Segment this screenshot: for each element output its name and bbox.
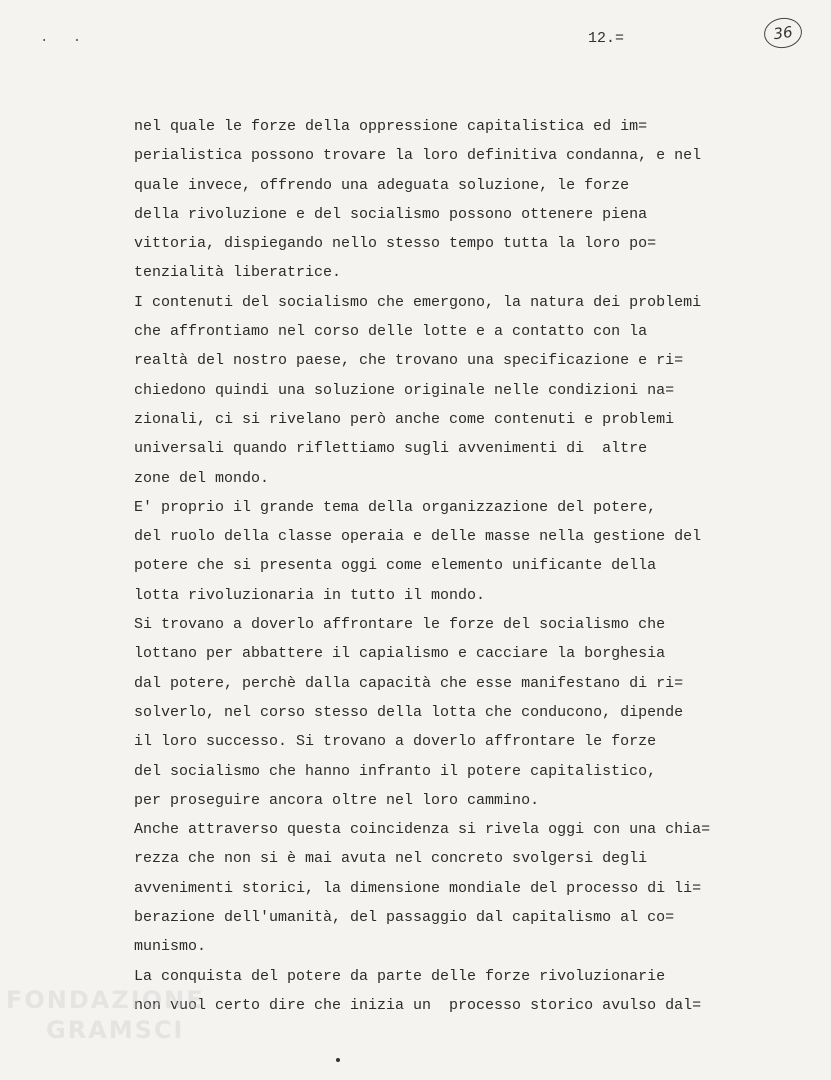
text-line: lotta rivoluzionaria in tutto il mondo. [134,586,486,604]
text-line: solverlo, nel corso stesso della lotta che conducono, dipende [134,703,684,721]
watermark-line: GRAMSCI [46,1016,185,1044]
text-line: perialistica possono trovare la loro definitiva condanna, e nel [134,147,702,165]
text-line: non vuol certo dire che inizia un processo storico avulso dal= [134,996,702,1014]
text-line: E' proprio il grande tema della organizzazione del potere, [134,498,657,516]
text-line: Anche attraverso questa coincidenza si rivela oggi con una chia= [134,821,711,839]
text-line: I contenuti del socialismo che emergono, la natura dei problemi [134,293,702,311]
text-line: dal potere, perchè dalla capacità che esse manifestano di ri= [134,674,684,692]
text-line: berazione dell'umanità, del passaggio dal capitalismo al co= [134,909,675,927]
text-line: zionali, ci si rivelano però anche come contenuti e problemi [134,410,675,428]
text-line: quale invece, offrendo una adeguata soluzione, le forze [134,176,630,194]
handwritten-folio-number: 36 [762,16,804,51]
text-line: che affrontiamo nel corso delle lotte e a contatto con la [134,323,648,341]
archive-watermark [6,985,205,1045]
text-line: lottano per abbattere il capialismo e cacciare la borghesia [134,645,666,663]
text-line: munismo. [134,938,207,956]
bottom-dot [336,1058,340,1062]
margin-dots: . . [40,30,90,46]
text-line: nel quale le forze della oppressione capitalistica ed im= [134,118,648,135]
text-line: del ruolo della classe operaia e delle masse nella gestione del [134,528,702,546]
text-line: il loro successo. Si trovano a doverlo affrontare le forze [134,733,657,751]
text-line: realtà del nostro paese, che trovano una specificazione e ri= [134,352,684,370]
text-line: Si trovano a doverlo affrontare le forze del socialismo che [134,616,666,634]
text-line: per proseguire ancora oltre nel loro cammino. [134,791,540,809]
text-line: chiedono quindi una soluzione originale nelle condizioni na= [134,381,675,399]
text-line: potere che si presenta oggi come elemento unificante della [134,557,657,575]
text-line: del socialismo che hanno infranto il potere capitalistico, [134,762,657,780]
text-line: tenzialità liberatrice. [134,264,342,282]
typewritten-body [134,112,794,1020]
text-line: universali quando riflettiamo sugli avvenimenti di altre [134,440,648,458]
text-line: vittoria, dispiegando nello stesso tempo tutta la loro po= [134,235,657,253]
watermark-line: FONDAZIONE [6,986,205,1014]
text-line: avvenimenti storici, la dimensione mondiale del processo di li= [134,879,702,897]
text-line: La conquista del potere da parte delle forze rivoluzionarie [134,967,666,985]
page-number: 12.= [588,30,625,47]
text-line: rezza che non si è mai avuta nel concreto svolgersi degli [134,850,648,868]
text-line: della rivoluzione e del socialismo possono ottenere piena [134,205,648,223]
text-line: zone del mondo. [134,469,270,487]
